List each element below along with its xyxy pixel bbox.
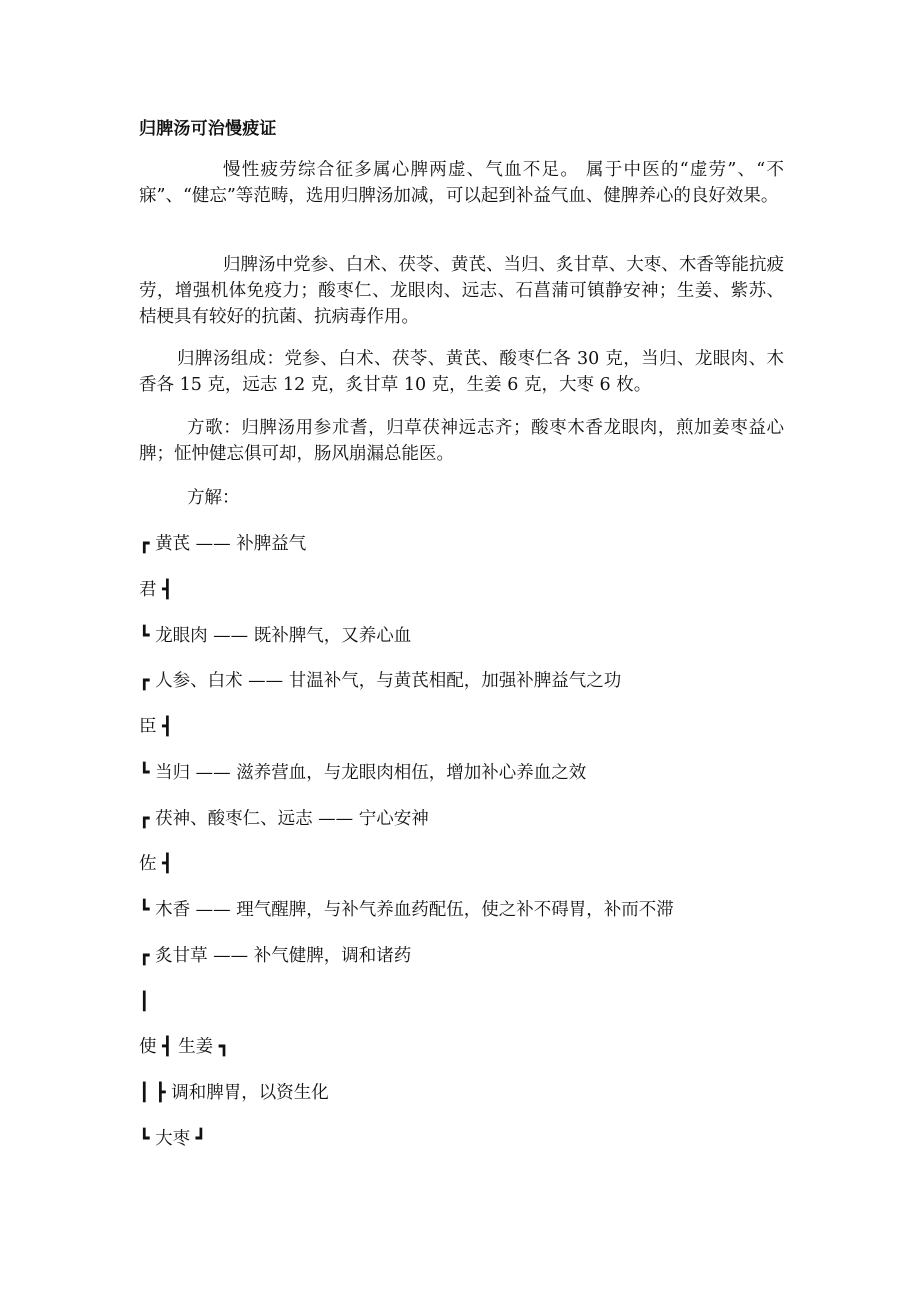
paragraph-intro: 慢性疲劳综合征多属心脾两虚、气血不足。 属于中医的“虚劳”、“不寐”、“健忘”等范畴，选用归脾汤加减，可以起到补益气血、健脾养心的良好效果。 [139, 160, 784, 206]
analysis-line: ┗ 大枣 ┛ [139, 1129, 207, 1149]
document-title: 归脾汤可治慢疲证 [139, 119, 277, 139]
paragraph-composition: 归脾汤组成：党参、白术、茯苓、黄芪、酸枣仁各 30 克，当归、龙眼肉、木香各 15 克，远志 12 克，炙甘草 10 克，生姜 6 克，大枣 6 枚。 [139, 349, 784, 395]
analysis-line: ┗ 龙眼肉 —— 既补脾气，又养心血 [139, 626, 412, 646]
analysis-line: 使 ┫ 生姜 ┓ [139, 1037, 230, 1057]
analysis-line: ┏ 人参、白术 —— 甘温补气，与黄芪相配，加强补脾益气之功 [139, 671, 622, 691]
analysis-line: ┏ 炙甘草 —— 补气健脾，调和诸药 [139, 946, 412, 966]
analysis-line: ┃ [139, 992, 150, 1012]
analysis-line: ┏ 茯神、酸枣仁、远志 —— 宁心安神 [139, 809, 429, 829]
analysis-line: 佐 ┫ [139, 854, 173, 874]
analysis-line: 臣 ┫ [139, 717, 173, 737]
analysis-heading: 方解： [187, 488, 240, 508]
analysis-line: ┃ ┣ 调和脾胃，以资生化 [139, 1083, 329, 1103]
paragraph-effects: 归脾汤中党参、白术、茯苓、黄芪、当归、炙甘草、大枣、木香等能抗疲劳，增强机体免疫力；酸枣仁、龙眼肉、远志、石菖蒲可镇静安神；生姜、紫苏、桔梗具有较好的抗菌、抗病毒作用。 [139, 255, 784, 327]
analysis-line: ┗ 木香 —— 理气醒脾，与补气养血药配伍，使之补不碍胃，补而不滞 [139, 900, 674, 920]
analysis-line: 君 ┫ [139, 580, 173, 600]
paragraph-formula-song: 方歌：归脾汤用参朮耆，归草茯神远志齐；酸枣木香龙眼肉，煎加姜枣益心脾；怔忡健忘俱可却，肠风崩漏总能医。 [139, 418, 784, 464]
analysis-line: ┏ 黄芪 —— 补脾益气 [139, 534, 307, 554]
analysis-line: ┗ 当归 —— 滋养营血，与龙眼肉相伍，增加补心养血之效 [139, 763, 587, 783]
